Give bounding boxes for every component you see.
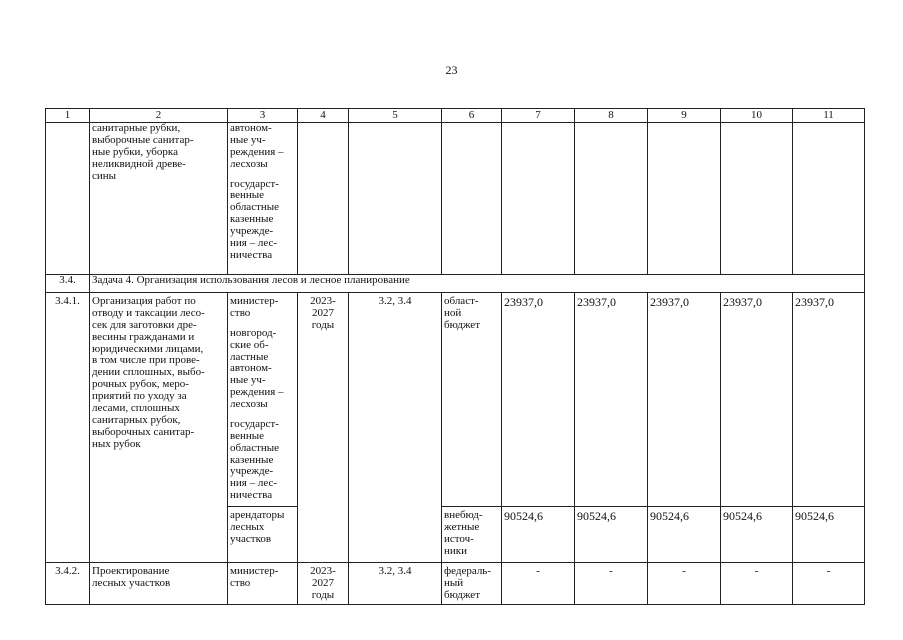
activity-cell [90, 123, 228, 275]
period-cell: 2023- 2027 годы [298, 563, 349, 605]
value-cell: - [648, 563, 721, 605]
value-cell: - [502, 563, 575, 605]
executor-text: министер- ство [230, 295, 279, 319]
value-cell: - [721, 563, 793, 605]
targets-cell: 3.2, 3.4 [349, 563, 442, 605]
header-cell: 4 [298, 109, 349, 123]
targets-cell: 3.2, 3.4 [349, 293, 442, 563]
header-cell: 7 [502, 109, 575, 123]
value-cell: - [793, 563, 865, 605]
header-cell: 11 [793, 109, 865, 123]
activity-text: санитарные рубки, выборочные санитар- ные рубки, уборка неликвидной древе- сины [92, 122, 194, 182]
funding-source-cell: федераль- ный бюджет [442, 563, 502, 605]
funding-source-cell: внебюд- жетные источ- ники [442, 507, 502, 563]
empty-cell [793, 123, 865, 275]
value-cell: 23937,0 [793, 293, 865, 507]
activity-cell: Проектирование лесных участков [90, 563, 228, 605]
executor-text: новгород- ские об- ластные автоном- ные уч- реждения – лесхозы [230, 326, 284, 410]
empty-cell [721, 123, 793, 275]
value-cell: 90524,6 [648, 507, 721, 563]
table-row-3-4-1 [46, 293, 865, 507]
header-cell: 5 [349, 109, 442, 123]
executor-cell: арендаторы лесных участков [228, 507, 298, 563]
program-table [45, 108, 865, 605]
value-cell: 90524,6 [575, 507, 648, 563]
value-cell: - [575, 563, 648, 605]
activity-cell [90, 293, 228, 563]
value-cell: 23937,0 [648, 293, 721, 507]
table-row-task [46, 275, 865, 293]
executor-text: автоном- ные уч- реждения – лесхозы [230, 122, 284, 170]
header-cell: 3 [228, 109, 298, 123]
value-cell: 23937,0 [502, 293, 575, 507]
header-cell: 8 [575, 109, 648, 123]
executor-text: государст- венные областные казенные учрежде- ния – лес- ничества [230, 417, 280, 502]
table-row-3-4-2 [46, 563, 865, 605]
header-cell: 6 [442, 109, 502, 123]
value-cell: 90524,6 [793, 507, 865, 563]
empty-cell [648, 123, 721, 275]
num-cell [46, 123, 90, 275]
empty-cell [502, 123, 575, 275]
empty-cell [575, 123, 648, 275]
value-cell: 90524,6 [721, 507, 793, 563]
task-title: Задача 4. Организация использования лесов и лесное планирование [90, 275, 865, 293]
page-number: 23 [445, 63, 458, 77]
header-cell: 2 [90, 109, 228, 123]
empty-cell [298, 123, 349, 275]
row-number: 3.4.1. [46, 293, 90, 563]
header-cell: 10 [721, 109, 793, 123]
table-row-continued [46, 123, 865, 275]
funding-source-cell: област- ной бюджет [442, 293, 502, 507]
executor-cell: министер- ство [228, 563, 298, 605]
value-cell: 90524,6 [502, 507, 575, 563]
executor-cell [228, 123, 298, 275]
executor-cell [228, 293, 298, 507]
header-cell: 9 [648, 109, 721, 123]
empty-cell [442, 123, 502, 275]
value-cell: 23937,0 [575, 293, 648, 507]
executor-text: государст- венные областные казенные учрежде- ния – лес- ничества [230, 177, 280, 261]
empty-cell [349, 123, 442, 275]
task-number: 3.4. [46, 275, 90, 293]
activity-text: Организация работ по отводу и таксации лесо- сек для заготовки дре- весины гражданами и юридическими лицами, в том числе при прове- дении сплошных, выбо- рочных рубок, меро- приятий по уходу за лесами, сплошных санитарных рубок, выборочных санитар- ных рубок [92, 295, 205, 450]
table-header-row [46, 109, 865, 123]
period-cell: 2023- 2027 годы [298, 293, 349, 563]
value-cell: 23937,0 [721, 293, 793, 507]
row-number: 3.4.2. [46, 563, 90, 605]
header-cell: 1 [46, 109, 90, 123]
